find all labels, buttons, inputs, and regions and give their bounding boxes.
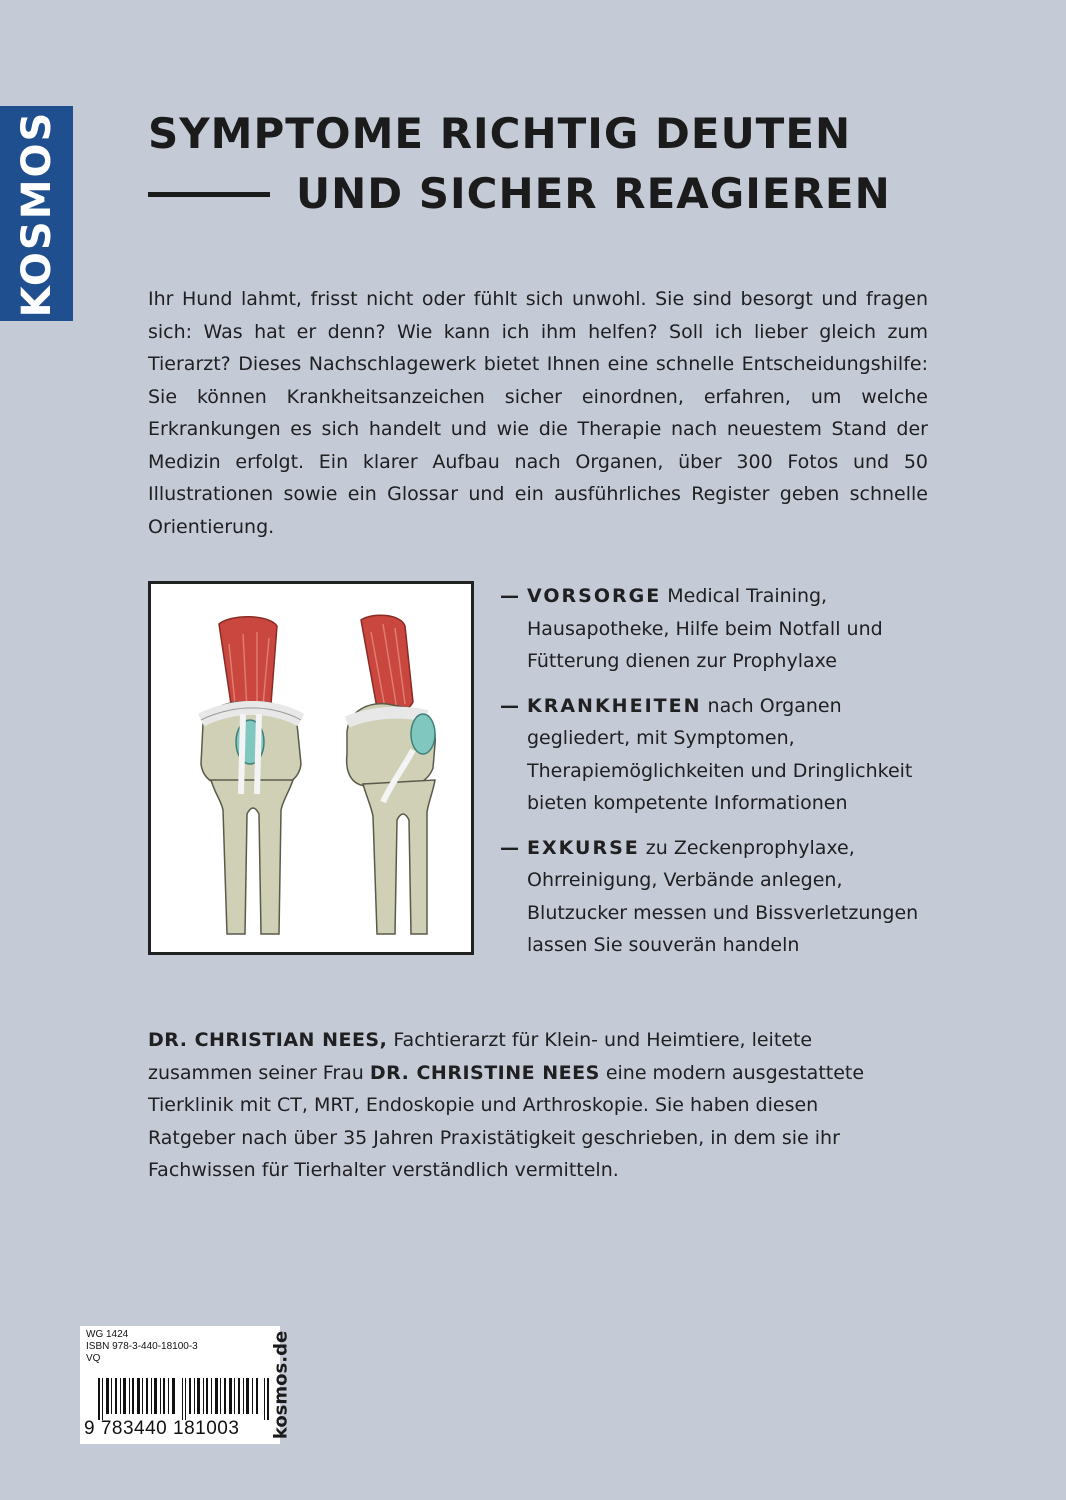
website-url: kosmos.de — [270, 1330, 292, 1440]
feature-term: KRANKHEITEN — [527, 694, 702, 717]
knee-side-view — [347, 615, 436, 934]
feature-list — [500, 580, 940, 974]
barcode-isbn: ISBN 978-3-440-18100-3 — [86, 1341, 198, 1352]
kosmos-logo-text: KOSMOS — [13, 110, 60, 317]
headline-line-2-row — [148, 164, 948, 224]
kosmos-logo — [0, 106, 73, 321]
barcode-wg: WG 1424 — [86, 1329, 129, 1340]
author-bio — [148, 1024, 908, 1187]
barcode-meta — [86, 1329, 198, 1365]
barcode-digits: 9 783440 181003 — [84, 1418, 240, 1439]
author-text-2: eine modern ausgestattete Tierklinik mit CT, MRT, Endoskopie und Arthroskopie. Sie haben diesen Ratgeber nach über 35 Jahren Praxistätigkeit geschrieben, in dem sie ihr Fachwissen für Tierhalter verständlich vermitteln. — [148, 1061, 865, 1181]
knee-illustration — [148, 581, 474, 955]
author-text-1: Fachtierarzt für Klein- und Heimtiere, leitete zusammen seiner Frau — [148, 1029, 813, 1084]
feature-term: VORSORGE — [527, 585, 662, 607]
headline-line-2: UND SICHER REAGIEREN — [296, 169, 891, 218]
headline-line-1: SYMPTOME RICHTIG DEUTEN — [148, 109, 852, 158]
author-name-2: DR. CHRISTINE NEES — [369, 1061, 600, 1084]
feature-item-vorsorge — [500, 580, 940, 678]
intro-paragraph: Ihr Hund lahmt, frisst nicht oder fühlt sich unwohl. Sie sind besorgt und fragen sich: Was hat er denn? Wie kann ich ihm helfen? Soll ich lieber gleich zum Tierarzt? Dieses Nachschlagewerk bietet Ihnen eine schnelle Entscheidungshilfe: Sie können Krankheitsanzeichen sicher einordnen, erfahren, um welche Erkrankungen es sich handelt und wie die Therapie nach neuestem Stand der Medizin erfolgt. Ein klarer Aufbau nach Organen, über 300 Fotos und 50 Illustrationen sowie ein Glossar und ein ausführliches Register geben schnelle Orientierung. — [148, 288, 928, 538]
barcode-code: VQ — [86, 1353, 101, 1364]
feature-text: nach Organen gegliedert, mit Symptomen, Therapiemöglichkeiten und Dringlichkeit bieten kompetente Informationen — [527, 694, 913, 814]
feature-item-exkurse — [500, 832, 940, 962]
barcode-label — [80, 1326, 280, 1444]
feature-text: zu Zeckenprophylaxe, Ohrreinigung, Verbände anlegen, Blutzucker messen und Bissverletzungen lassen Sie souverän handeln — [527, 836, 919, 956]
feature-item-krankheiten — [500, 690, 940, 820]
feature-text: Medical Training, Hausapotheke, Hilfe beim Notfall und Fütterung dienen zur Prophylaxe — [527, 585, 883, 672]
knee-front-view — [201, 617, 301, 934]
feature-term: EXKURSE — [527, 836, 640, 859]
knee-joint-drawing — [151, 584, 471, 952]
author-name-1: DR. CHRISTIAN NEES, — [148, 1029, 388, 1051]
barcode-bars — [98, 1378, 274, 1420]
headline — [148, 104, 948, 224]
headline-dash — [148, 192, 270, 197]
